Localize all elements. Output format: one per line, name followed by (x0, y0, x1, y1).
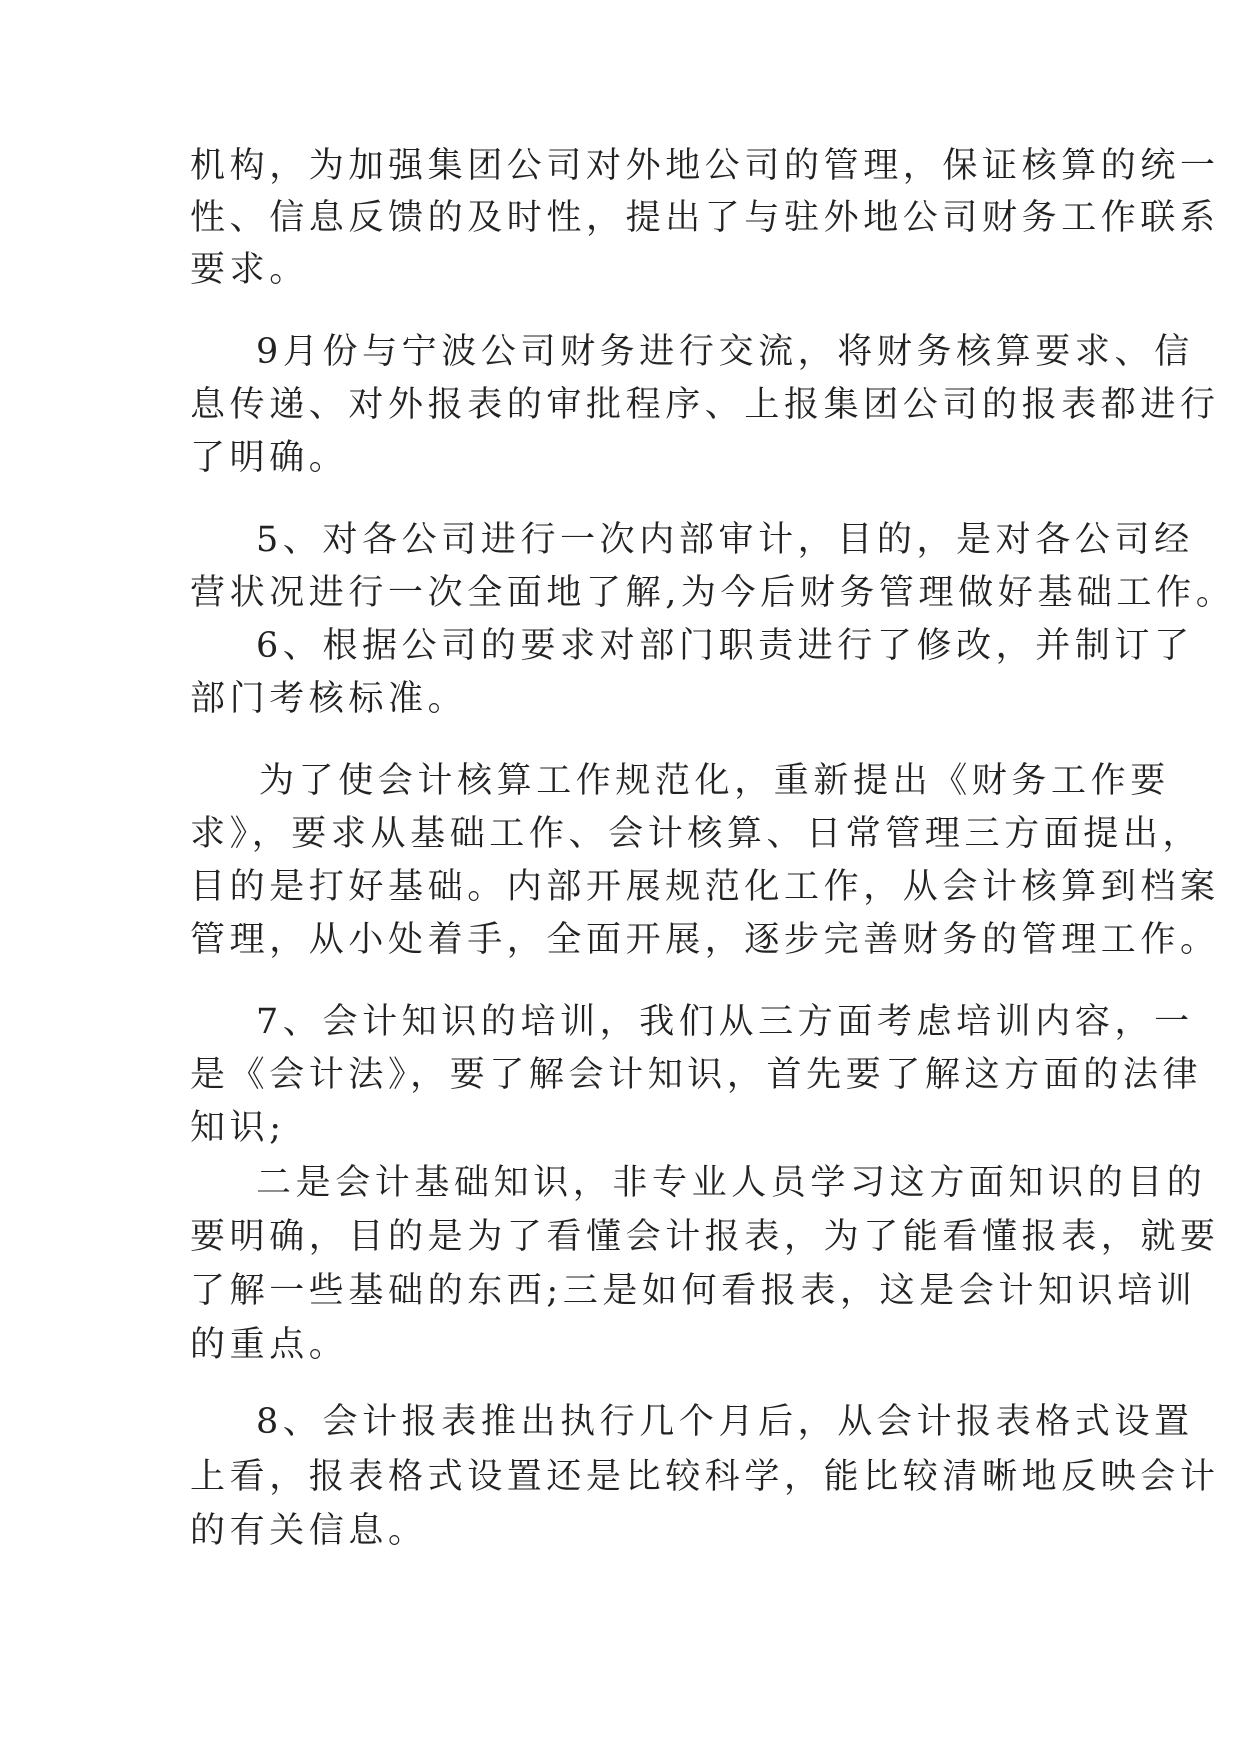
text-line: 8、会计报表推出执行几个月后，从会计报表格式设置 (256, 1402, 1194, 1442)
text-line: 部门考核标准。 (190, 679, 468, 719)
text-line: 5、对各公司进行一次内部审计，目的，是对各公司经 (256, 520, 1194, 560)
text-line: 了明确。 (190, 438, 349, 478)
text-line: 上看，报表格式设置还是比较科学，能比较清晰地反映会计 (190, 1457, 1220, 1497)
text-line: 息传递、对外报表的审批程序、上报集团公司的报表都进行 (190, 385, 1220, 425)
text-line: 知识; (190, 1108, 286, 1148)
text-line: 管理，从小处着手，全面开展，逐步完善财务的管理工作。 (190, 920, 1220, 960)
text-line: 7、会计知识的培训，我们从三方面考虑培训内容，一 (256, 1002, 1194, 1042)
text-line: 要明确，目的是为了看懂会计报表，为了能看懂报表，就要 (190, 1217, 1220, 1257)
text-line: 目的是打好基础。内部开展规范化工作，从会计核算到档案 (190, 867, 1220, 907)
text-line: 的重点。 (190, 1325, 349, 1365)
text-line: 的有关信息。 (190, 1511, 428, 1551)
text-line: 二是会计基础知识，非专业人员学习这方面知识的目的 (256, 1163, 1207, 1203)
text-line: 6、根据公司的要求对部门职责进行了修改，并制订了 (256, 626, 1194, 666)
text-line: 9月份与宁波公司财务进行交流，将财务核算要求、信 (256, 332, 1194, 372)
text-line: 性、信息反馈的及时性，提出了与驻外地公司财务工作联系 (190, 198, 1220, 238)
text-line: 营状况进行一次全面地了解,为今后财务管理做好基础工作。 (190, 573, 1236, 613)
text-line: 机构，为加强集团公司对外地公司的管理，保证核算的统一 (190, 146, 1220, 186)
text-line: 要求。 (190, 250, 309, 290)
text-line: 了解一些基础的东西;三是如何看报表，这是会计知识培训 (190, 1271, 1197, 1311)
text-line: 为了使会计核算工作规范化，重新提出《财务工作要 (259, 761, 1170, 801)
text-line: 求》，要求从基础工作、会计核算、日常管理三方面提出， (190, 814, 1203, 854)
text-line: 是《会计法》，要了解会计知识，首先要了解这方面的法律 (190, 1055, 1203, 1095)
